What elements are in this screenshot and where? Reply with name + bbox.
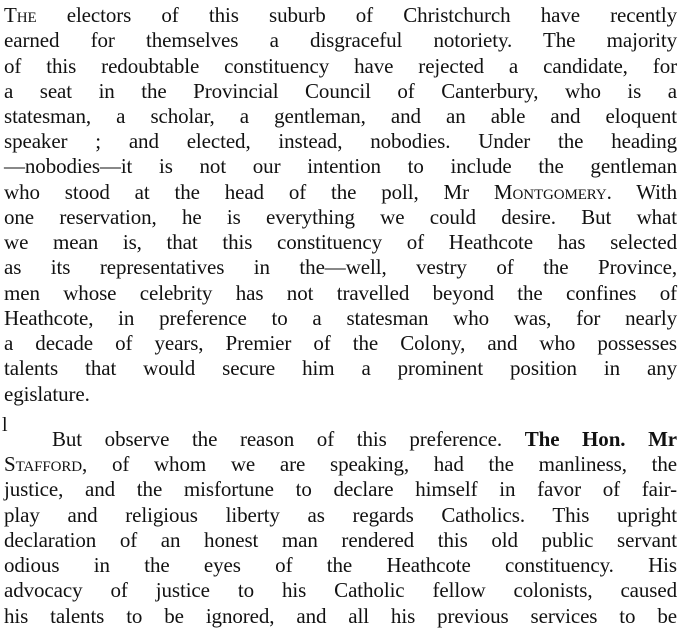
text-line: But observe the reason of this preference. The Hon. Mr [52,427,678,451]
text-line: one reservation, he is everything we could desire. But what [4,205,677,229]
text-line: The electors of this suburb of Christchurch have recently [4,3,677,27]
text-line: who stood at the head of the poll, Mr Montgomery. With [4,180,677,204]
text-line: as its representatives in the—well, vestry of the Province, [4,255,677,279]
person-name: Stafford [4,452,83,476]
text-line: of this redoubtable constituency have rejected a candidate, for [4,54,677,78]
text-line: declaration of an honest man rendered this old public servant [4,528,677,552]
text-line: odious in the eyes of the Heathcote constituency. His [4,553,677,577]
text-line: statesman, a scholar, a gentleman, and an able and eloquent [4,104,677,128]
bold-phrase: The Hon. Mr [524,427,678,451]
text-line: his talents to be ignored, and all his previous services to be [4,604,677,628]
lead-word: The [4,3,37,27]
text-line: speaker ; and elected, instead, nobodies. Under the heading [4,129,677,153]
text-line: a seat in the Provincial Council of Canterbury, who is a [4,79,677,103]
text-line: earned for themselves a disgraceful notoriety. The majority [4,28,677,52]
text-line: Stafford, of whom we are speaking, had the manliness, the [4,452,677,476]
text-line: men whose celebrity has not travelled beyond the confines of [4,281,677,305]
text-line: justice, and the misfortune to declare himself in favor of fair- [4,477,677,501]
text-line: talents that would secure him a prominent position in any [4,356,677,380]
text-line: advocacy of justice to his Catholic fellow colonists, caused [4,578,677,602]
text-line: play and religious liberty as regards Catholics. This upright [4,503,677,527]
text-line: we mean is, that this constituency of Heathcote has selected [4,230,677,254]
text-line: Heathcote, in preference to a statesman who was, for nearly [4,306,677,330]
text-line: a decade of years, Premier of the Colony, and who possesses [4,331,677,355]
text-line: egislature. [4,382,90,406]
stray-letter: l [2,414,8,436]
person-name: Montgomery [493,180,607,204]
text-line: —nobodies—it is not our intention to include the gentleman [4,154,677,178]
